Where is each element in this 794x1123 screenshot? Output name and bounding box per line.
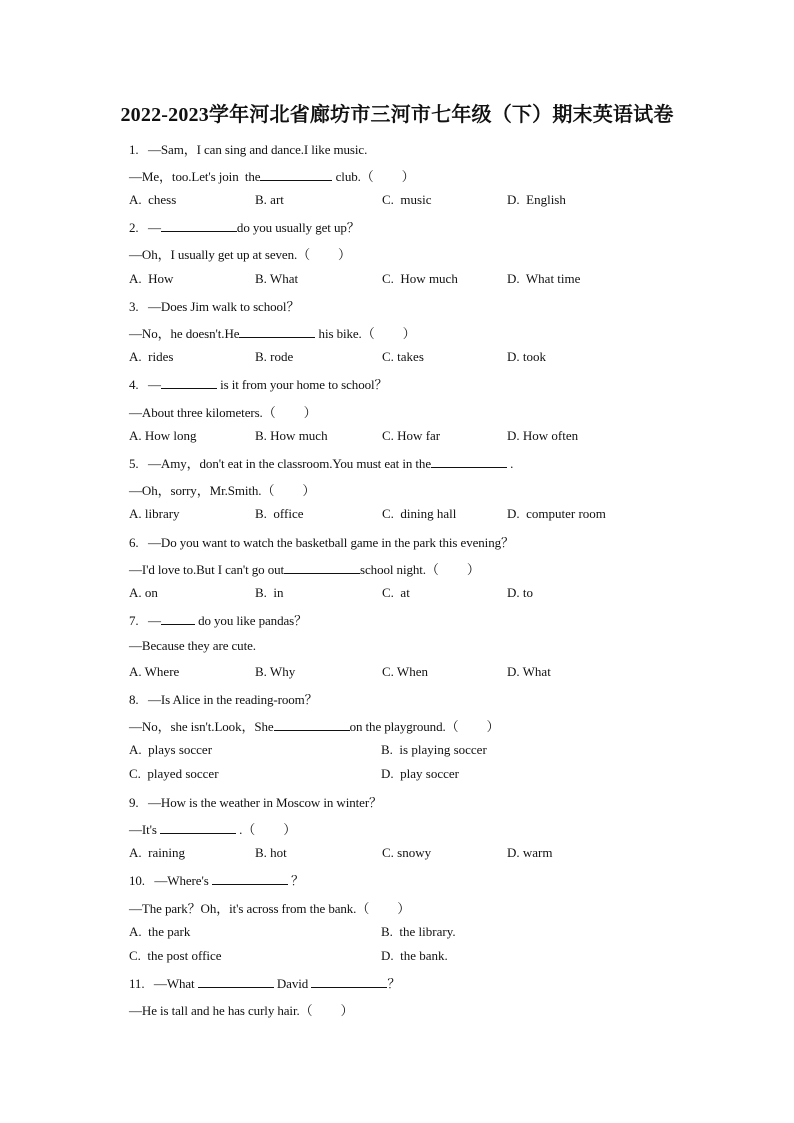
option-a[interactable]: A. Where: [129, 664, 180, 679]
option-a[interactable]: A. the park: [129, 924, 191, 939]
question-9-stem: 9. —How is the weather in Moscow in winter？: [129, 795, 382, 810]
question-4-stem: 4. — is it from your home to school？: [129, 377, 388, 392]
option-b[interactable]: B. art: [255, 192, 284, 207]
answer-blank[interactable]: [161, 376, 217, 389]
option-d[interactable]: D. warm: [507, 845, 553, 860]
option-d[interactable]: D. took: [507, 349, 546, 364]
question-9-reply: —It's .（ ）: [129, 822, 297, 837]
option-b[interactable]: B. the library.: [381, 924, 456, 939]
option-a[interactable]: A. How long: [129, 428, 197, 443]
option-d[interactable]: D. How often: [507, 428, 579, 443]
option-b[interactable]: B. What: [255, 271, 299, 286]
question-5-stem: 5. —Amy，don't eat in the classroom.You must eat in the .: [129, 456, 514, 471]
question-3-reply: —No，he doesn't.He his bike.（ ）: [129, 326, 416, 341]
option-c[interactable]: C. takes: [382, 349, 424, 364]
question-10-reply: —The park？Oh，it's across from the bank.（ ）: [129, 901, 411, 916]
question-11-stem: 11. —What David ？: [129, 976, 401, 991]
question-9-options: [129, 845, 649, 863]
question-4-options: [129, 428, 649, 446]
question-2-options: [129, 271, 649, 289]
option-b[interactable]: B. How much: [255, 428, 328, 443]
option-d[interactable]: D. the bank.: [381, 948, 448, 963]
option-d[interactable]: D. to: [507, 585, 533, 600]
option-d[interactable]: D. What time: [507, 271, 581, 286]
option-a[interactable]: A. rides: [129, 349, 174, 364]
option-b[interactable]: B. is playing soccer: [381, 742, 487, 757]
answer-blank[interactable]: [431, 455, 507, 468]
option-c[interactable]: C. dining hall: [382, 506, 457, 521]
answer-blank[interactable]: [212, 872, 288, 885]
answer-blank[interactable]: [311, 975, 387, 988]
option-b[interactable]: B. rode: [255, 349, 294, 364]
option-c[interactable]: C. When: [382, 664, 428, 679]
question-10-options-row-2: [129, 948, 649, 966]
question-7-reply: —Because they are cute.: [129, 638, 256, 653]
answer-blank[interactable]: [239, 325, 315, 338]
answer-blank[interactable]: [284, 561, 360, 574]
option-c[interactable]: C. snowy: [382, 845, 432, 860]
option-d[interactable]: D. computer room: [507, 506, 606, 521]
question-8-stem: 8. —Is Alice in the reading-room？: [129, 692, 318, 707]
question-1-reply: —Me，too.Let's join the club.（ ）: [129, 169, 415, 184]
answer-blank[interactable]: [198, 975, 274, 988]
question-3-options: [129, 349, 649, 367]
option-d[interactable]: D. play soccer: [381, 766, 459, 781]
page-title: 2022-2023学年河北省廊坊市三河市七年级（下）期末英语试卷: [120, 104, 674, 126]
answer-blank[interactable]: [161, 612, 195, 625]
question-8-options-row-2: [129, 766, 649, 784]
option-c[interactable]: C. How much: [382, 271, 458, 286]
answer-blank[interactable]: [160, 821, 236, 834]
question-7-stem: 7. — do you like pandas？: [129, 613, 308, 628]
option-a[interactable]: A. How: [129, 271, 174, 286]
option-c[interactable]: C. How far: [382, 428, 441, 443]
option-b[interactable]: B. office: [255, 506, 304, 521]
question-1-options: [129, 192, 649, 210]
question-5-reply: —Oh，sorry，Mr.Smith.（ ）: [129, 483, 316, 498]
option-b[interactable]: B. in: [255, 585, 284, 600]
option-b[interactable]: B. hot: [255, 845, 287, 860]
option-b[interactable]: B. Why: [255, 664, 296, 679]
question-2-stem: 2. — do you usually get up？: [129, 220, 360, 235]
question-10-options-row-1: [129, 924, 649, 942]
option-c[interactable]: C. at: [382, 585, 410, 600]
option-a[interactable]: A. plays soccer: [129, 742, 213, 757]
option-c[interactable]: C. music: [382, 192, 432, 207]
question-6-reply: —I'd love to.But I can't go out school night.（ ）: [129, 562, 480, 577]
option-a[interactable]: A. on: [129, 585, 158, 600]
answer-blank[interactable]: [274, 718, 350, 731]
option-a[interactable]: A. library: [129, 506, 180, 521]
option-c[interactable]: C. played soccer: [129, 766, 219, 781]
question-3-stem: 3. —Does Jim walk to school？: [129, 299, 300, 314]
question-4-reply: —About three kilometers.（ ）: [129, 405, 317, 420]
question-2-reply: —Oh，I usually get up at seven.（ ）: [129, 247, 351, 262]
question-8-reply: —No，she isn't.Look，She on the playground.（ ）: [129, 719, 500, 734]
question-6-options: [129, 585, 649, 603]
option-a[interactable]: A. chess: [129, 192, 177, 207]
question-7-options: [129, 664, 649, 682]
option-c[interactable]: C. the post office: [129, 948, 222, 963]
option-a[interactable]: A. raining: [129, 845, 185, 860]
question-5-options: [129, 506, 649, 524]
answer-blank[interactable]: [260, 168, 332, 181]
question-10-stem: 10. —Where's ？: [129, 873, 304, 888]
option-d[interactable]: D. English: [507, 192, 566, 207]
option-d[interactable]: D. What: [507, 664, 551, 679]
answer-blank[interactable]: [161, 219, 237, 232]
question-1-stem: 1. —Sam，I can sing and dance.I like music.: [129, 142, 368, 157]
question-6-stem: 6. —Do you want to watch the basketball game in the park this evening？: [129, 535, 514, 550]
question-8-options-row-1: [129, 742, 649, 760]
question-11-reply: —He is tall and he has curly hair.（ ）: [129, 1003, 354, 1018]
